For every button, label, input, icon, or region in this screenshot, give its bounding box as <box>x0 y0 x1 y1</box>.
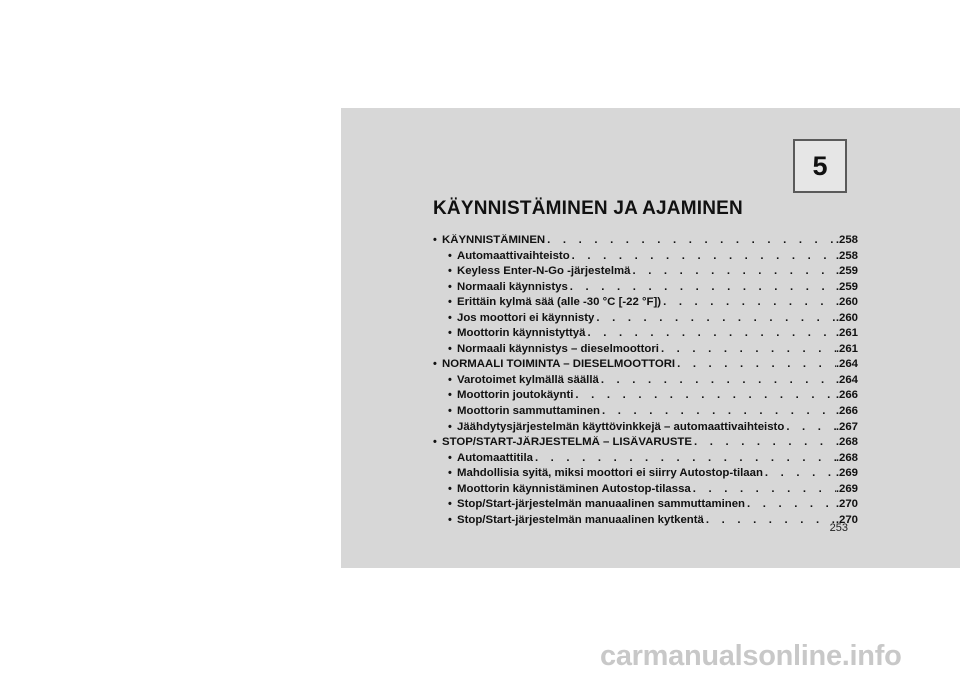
toc-entry-page: .268 <box>835 451 858 464</box>
toc-entry-page: .269 <box>835 467 858 480</box>
bullet-icon: • <box>448 280 452 293</box>
bullet-icon: • <box>433 436 437 449</box>
chapter-number: 5 <box>812 150 828 181</box>
toc-entry-label: Stop/Start-järjestelmän manuaalinen kytkentä <box>457 513 704 526</box>
bullet-icon: • <box>448 513 452 526</box>
toc-entry-page: .264 <box>835 358 858 371</box>
dot-leader <box>745 498 836 510</box>
toc-entry-page: .260 <box>835 296 858 309</box>
bullet-icon: • <box>448 405 452 418</box>
dot-leader <box>594 312 835 324</box>
toc-entry[interactable] <box>433 498 858 514</box>
toc-entry-page: .268 <box>835 436 858 449</box>
toc-entry[interactable] <box>433 327 858 343</box>
table-of-contents <box>433 234 858 529</box>
toc-entry[interactable] <box>433 467 858 483</box>
toc-entry-page: .270 <box>835 498 858 511</box>
toc-entry[interactable] <box>433 265 858 281</box>
toc-entry[interactable] <box>433 374 858 390</box>
page-number: 253 <box>829 522 848 534</box>
bullet-icon: • <box>448 342 452 355</box>
toc-entry-label: Mahdollisia syitä, miksi moottori ei siirry Autostop-tilaan <box>457 467 763 480</box>
toc-entry-page: .261 <box>835 327 858 340</box>
bullet-icon: • <box>448 265 452 278</box>
toc-entry-label: Varotoimet kylmällä säällä <box>457 373 599 386</box>
bullet-icon: • <box>448 311 452 324</box>
toc-entry-page: .258 <box>835 249 858 262</box>
dot-leader <box>599 374 836 386</box>
toc-entry[interactable] <box>433 389 858 405</box>
dot-leader <box>630 265 835 277</box>
toc-entry-label: Moottorin käynnistyttyä <box>457 327 586 340</box>
dot-leader <box>675 358 836 370</box>
toc-entry[interactable] <box>433 483 858 499</box>
dot-leader <box>659 343 836 355</box>
dot-leader <box>763 467 836 479</box>
toc-entry-label: Jäähdytysjärjestelmän käyttövinkkejä – automaattivaihteisto <box>457 420 785 433</box>
toc-entry-page: .261 <box>835 342 858 355</box>
dot-leader <box>568 281 836 293</box>
toc-entry-page: .260 <box>835 311 858 324</box>
toc-entry-page: .264 <box>835 373 858 386</box>
toc-entry-label: Moottorin joutokäynti <box>457 389 574 402</box>
toc-entry[interactable] <box>433 358 858 374</box>
toc-entry-label: STOP/START-JÄRJESTELMÄ – LISÄVARUSTE <box>442 436 692 449</box>
bullet-icon: • <box>448 249 452 262</box>
toc-entry[interactable] <box>433 296 858 312</box>
bullet-icon: • <box>433 234 437 246</box>
toc-entry-page: .267 <box>835 420 858 433</box>
dot-leader <box>533 452 836 464</box>
dot-leader <box>600 405 836 417</box>
toc-entry-label: Automaattitila <box>457 451 533 464</box>
toc-entry-label: Normaali käynnistys <box>457 280 568 293</box>
toc-entry[interactable] <box>433 234 858 250</box>
dot-leader <box>661 296 836 308</box>
bullet-icon: • <box>448 482 452 495</box>
toc-entry[interactable] <box>433 312 858 328</box>
chapter-number-box <box>793 139 847 193</box>
toc-entry-label: Stop/Start-järjestelmän manuaalinen sammuttaminen <box>457 498 746 511</box>
toc-entry-label: Moottorin käynnistäminen Autostop-tilassa <box>457 482 691 495</box>
bullet-icon: • <box>448 498 452 511</box>
toc-entry-page: .258 <box>835 234 858 246</box>
toc-entry[interactable] <box>433 421 858 437</box>
bullet-icon: • <box>448 420 452 433</box>
toc-entry-label: Normaali käynnistys – dieselmoottori <box>457 342 659 355</box>
toc-entry[interactable] <box>433 343 858 359</box>
toc-entry-page: .269 <box>835 482 858 495</box>
toc-entry[interactable] <box>433 452 858 468</box>
toc-entry-page: .259 <box>835 265 858 278</box>
toc-entry-label: Moottorin sammuttaminen <box>457 405 601 418</box>
dot-leader <box>704 514 836 526</box>
toc-entry-page: .266 <box>835 405 858 418</box>
toc-entry-label: NORMAALI TOIMINTA – DIESELMOOTTORI <box>442 358 676 371</box>
toc-entry-label: Jos moottori ei käynnisty <box>457 311 595 324</box>
toc-entry-label: Keyless Enter-N-Go -järjestelmä <box>457 265 631 278</box>
watermark: carmanualsonline.info <box>600 640 902 672</box>
dot-leader <box>585 327 835 339</box>
manual-page <box>341 108 960 568</box>
bullet-icon: • <box>448 327 452 340</box>
toc-entry-page: .259 <box>835 280 858 293</box>
chapter-title: KÄYNNISTÄMINEN JA AJAMINEN <box>433 198 743 219</box>
dot-leader <box>570 250 836 262</box>
toc-entry-label: KÄYNNISTÄMINEN <box>442 234 546 246</box>
toc-entry[interactable] <box>433 405 858 421</box>
toc-entry-page: .266 <box>835 389 858 402</box>
toc-entry[interactable] <box>433 250 858 266</box>
dot-leader <box>692 436 836 448</box>
bullet-icon: • <box>448 467 452 480</box>
bullet-icon: • <box>448 296 452 309</box>
toc-entry[interactable] <box>433 281 858 297</box>
dot-leader <box>691 483 836 495</box>
toc-entry-label: Erittäin kylmä sää (alle -30 °C [-22 °F]) <box>457 296 662 309</box>
toc-entry-label: Automaattivaihteisto <box>457 249 570 262</box>
toc-entry[interactable] <box>433 436 858 452</box>
dot-leader <box>545 234 836 246</box>
bullet-icon: • <box>448 389 452 402</box>
dot-leader <box>573 389 835 401</box>
bullet-icon: • <box>448 373 452 386</box>
toc-entry-page: .270 <box>835 513 858 526</box>
bullet-icon: • <box>433 358 437 371</box>
bullet-icon: • <box>448 451 452 464</box>
dot-leader <box>784 421 836 433</box>
toc-entry[interactable] <box>433 514 858 530</box>
